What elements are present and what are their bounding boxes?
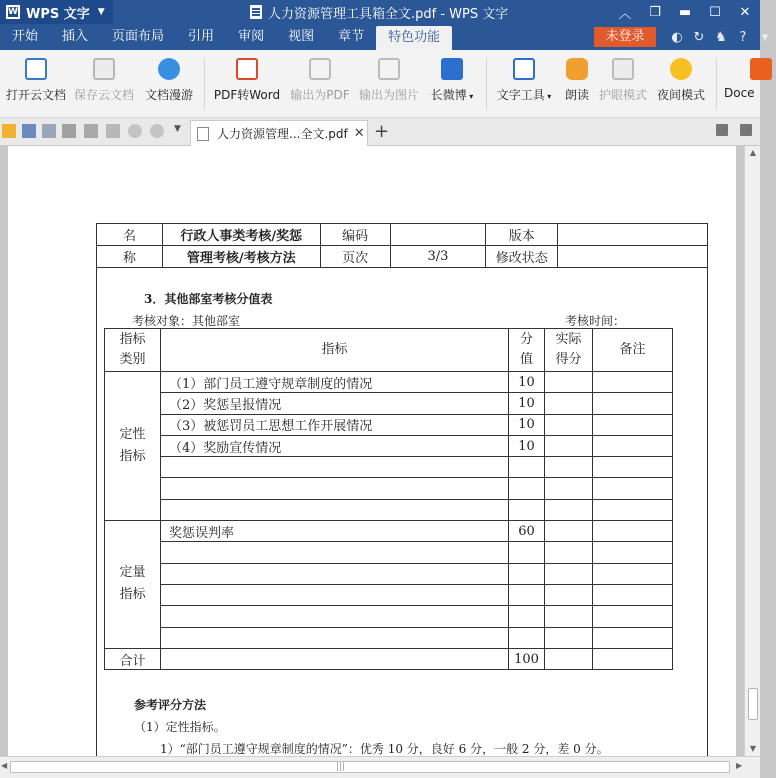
- header-revision-value: [558, 246, 708, 268]
- read-aloud-button[interactable]: [562, 56, 592, 114]
- column-header-indicator: 指标: [161, 329, 509, 372]
- section-title: 3．其他部室考核分值表: [144, 292, 273, 306]
- indicator-cell: [161, 499, 509, 520]
- chevron-down-icon[interactable]: ▾: [761, 29, 769, 45]
- table-row: [105, 521, 673, 542]
- collapse-ribbon-icon[interactable]: ︿: [618, 6, 632, 22]
- reference-title: 参考评分方法: [134, 698, 207, 712]
- category-qualitative: 定性 指标: [105, 372, 161, 521]
- assessment-target: 考核对象：其他部室: [132, 314, 241, 328]
- score-cell: [509, 542, 545, 563]
- table-row: [105, 393, 673, 414]
- pdf-to-word-button[interactable]: [212, 56, 282, 114]
- remark-cell: [593, 435, 673, 456]
- indicator-cell: [161, 627, 509, 648]
- table-row: [105, 584, 673, 605]
- table-row-total: [105, 648, 673, 669]
- table-row: [105, 435, 673, 456]
- night-mode-button[interactable]: [654, 56, 708, 114]
- table-row: [105, 627, 673, 648]
- score-cell: [509, 584, 545, 605]
- help-icon[interactable]: ?: [739, 29, 747, 45]
- close-button[interactable]: ✕: [739, 4, 751, 20]
- indicator-cell: [161, 457, 509, 478]
- actual-score-cell: [545, 627, 593, 648]
- eye-protection-icon: [612, 58, 634, 80]
- tab-view[interactable]: 视图: [288, 29, 315, 44]
- night-mode-label: 夜间模式: [656, 88, 705, 102]
- export-icon[interactable]: [42, 124, 56, 138]
- login-button[interactable]: 未登录: [594, 27, 656, 47]
- total-score: 100: [509, 648, 545, 669]
- tabbar-right-controls: [716, 124, 752, 136]
- header-version-label: 版本: [486, 224, 558, 246]
- indicator-cell: （3）被惩罚员工思想工作开展情况: [161, 414, 509, 435]
- read-aloud-label: 朗读: [564, 88, 589, 102]
- ribbon-separator: [716, 58, 717, 110]
- docer-label: Doce: [724, 86, 755, 100]
- cloud-roam-icon: [158, 58, 180, 80]
- remark-cell: [593, 521, 673, 542]
- indicator-cell: （1）部门员工遵守规章制度的情况: [161, 372, 509, 393]
- indicator-cell: [161, 478, 509, 499]
- table-row: [105, 563, 673, 584]
- ribbon-toolbar: [0, 50, 760, 118]
- actual-score-cell: [545, 648, 593, 669]
- scroll-grip-icon: |||: [336, 762, 346, 772]
- remark-cell: [593, 606, 673, 627]
- remark-cell: [593, 563, 673, 584]
- tab-special-features[interactable]: 特色功能: [376, 26, 452, 50]
- weibo-icon: [441, 58, 463, 80]
- scroll-left-icon[interactable]: ◀: [1, 761, 8, 770]
- header-page-label: 页次: [320, 246, 390, 268]
- header-title-line2: 管理考核/考核方法: [162, 246, 320, 268]
- column-header-category: 指标 类别: [105, 329, 161, 372]
- shirt-icon[interactable]: ♞: [715, 29, 727, 45]
- eye-mode-button[interactable]: [596, 56, 650, 114]
- chevron-down-icon: ▼: [97, 7, 105, 17]
- tab-references[interactable]: 引用: [188, 29, 215, 44]
- app-name: WPS 文字: [26, 6, 90, 22]
- indicator-cell: （2）奖惩呈报情况: [161, 393, 509, 414]
- reference-item-rule: 1）“部门员工遵守规章制度的情况”：优秀 10 分，良好 6 分，一般 2 分，差 0 分。: [160, 742, 609, 756]
- document-tab-bar: [0, 118, 760, 146]
- long-weibo-label: 长微博: [430, 88, 467, 102]
- indicator-cell: 奖惩误判率: [161, 521, 509, 542]
- tab-page-layout[interactable]: 页面布局: [112, 29, 165, 44]
- remark-cell: [593, 542, 673, 563]
- undo-icon[interactable]: [128, 124, 142, 138]
- actual-score-cell: [545, 414, 593, 435]
- tab-list-icon[interactable]: [716, 124, 728, 136]
- total-indicator-cell: [161, 648, 509, 669]
- indicator-cell: [161, 606, 509, 627]
- document-page: [8, 146, 736, 766]
- table-row: [105, 606, 673, 627]
- indicator-cell: （4）奖励宣传情况: [161, 435, 509, 456]
- eye-mode-label: 护眼模式: [598, 88, 647, 102]
- score-table: [104, 328, 673, 670]
- pdf-file-icon: [197, 127, 209, 141]
- ribbon-separator: [486, 58, 487, 110]
- horizontal-scroll-thumb[interactable]: [10, 761, 730, 773]
- restore-window-icon[interactable]: ❐: [649, 4, 661, 20]
- header-revision-label: 修改状态: [486, 246, 558, 268]
- cloud-save-icon: [93, 58, 115, 80]
- tab-insert[interactable]: 插入: [62, 29, 89, 44]
- score-cell: 10: [509, 372, 545, 393]
- actual-score-cell: [545, 584, 593, 605]
- close-all-tabs-icon[interactable]: [740, 124, 752, 136]
- score-cell: 10: [509, 414, 545, 435]
- actual-score-cell: [545, 499, 593, 520]
- table-row: [105, 414, 673, 435]
- table-row: [105, 372, 673, 393]
- new-tab-icon[interactable]: +: [374, 121, 390, 142]
- menu-bar: [0, 24, 769, 50]
- open-cloud-doc-button[interactable]: [4, 56, 68, 114]
- ribbon-separator: [204, 58, 205, 110]
- remark-cell: [593, 499, 673, 520]
- scroll-down-icon[interactable]: ▼: [749, 744, 757, 753]
- remark-cell: [593, 584, 673, 605]
- save-icon[interactable]: [22, 124, 36, 138]
- vertical-scroll-thumb[interactable]: [748, 688, 758, 720]
- actual-score-cell: [545, 457, 593, 478]
- pdf-convert-icon: [236, 58, 258, 80]
- quick-access-dropdown-icon[interactable]: ▼: [174, 124, 181, 134]
- column-header-score: 分 值: [509, 329, 545, 372]
- score-cell: 10: [509, 393, 545, 414]
- header-name-label-top: 名: [97, 224, 163, 246]
- text-tools-icon: [513, 58, 535, 80]
- score-cell: [509, 627, 545, 648]
- document-workspace[interactable]: [0, 146, 744, 756]
- docer-button[interactable]: [724, 56, 760, 114]
- header-code-label: 编码: [320, 224, 390, 246]
- actual-score-cell: [545, 521, 593, 542]
- maximize-button[interactable]: ☐: [709, 4, 721, 20]
- score-cell: 10: [509, 435, 545, 456]
- save-cloud-doc-label: 保存云文档: [73, 88, 134, 102]
- print-icon[interactable]: [62, 124, 76, 138]
- save-cloud-doc-button[interactable]: [72, 56, 136, 114]
- text-tools-label: 文字工具: [496, 88, 545, 102]
- export-pdf-icon: [309, 58, 331, 80]
- category-quantitative: 定量 指标: [105, 521, 161, 649]
- remark-cell: [593, 478, 673, 499]
- column-header-remark: 备注: [593, 329, 673, 372]
- remark-cell: [593, 393, 673, 414]
- remark-cell: [593, 648, 673, 669]
- tab-home[interactable]: 开始: [12, 29, 39, 44]
- skin-icon[interactable]: ◐: [671, 29, 683, 45]
- docer-icon: [750, 58, 772, 80]
- remark-cell: [593, 627, 673, 648]
- actual-score-cell: [545, 435, 593, 456]
- scroll-right-icon[interactable]: ▶: [736, 761, 743, 770]
- page-setup-icon[interactable]: [106, 124, 120, 138]
- window-controls: [610, 0, 760, 24]
- redo-icon[interactable]: [150, 124, 164, 138]
- score-cell: [509, 499, 545, 520]
- document-tab[interactable]: [190, 120, 368, 146]
- table-row: [105, 478, 673, 499]
- sync-icon[interactable]: ↻: [693, 29, 705, 45]
- header-page-value: 3/3: [390, 246, 486, 268]
- actual-score-cell: [545, 563, 593, 584]
- actual-score-cell: [545, 606, 593, 627]
- open-cloud-doc-label: 打开云文档: [5, 88, 66, 102]
- header-code-value: [390, 224, 486, 246]
- export-pdf-label: 输出为PDF: [290, 88, 350, 102]
- pdf-to-word-label: PDF转Word: [213, 88, 281, 102]
- doc-roam-label: 文档漫游: [144, 88, 193, 102]
- actual-score-cell: [545, 372, 593, 393]
- document-header-table: [96, 223, 708, 268]
- cloud-folder-icon: [25, 58, 47, 80]
- app-menu-button[interactable]: [0, 0, 113, 24]
- header-name-label-bottom: 称: [97, 246, 163, 268]
- table-row: [105, 542, 673, 563]
- score-cell: [509, 606, 545, 627]
- actual-score-cell: [545, 542, 593, 563]
- document-icon: [250, 5, 262, 19]
- menu-right-icons: [666, 24, 776, 50]
- score-cell: 60: [509, 521, 545, 542]
- wps-logo-icon: W: [6, 5, 20, 19]
- remark-cell: [593, 457, 673, 478]
- indicator-cell: [161, 563, 509, 584]
- assessment-time: 考核时间：: [565, 314, 626, 328]
- export-pdf-button[interactable]: [288, 56, 352, 114]
- scroll-up-icon[interactable]: ▲: [749, 148, 757, 157]
- header-title-line1: 行政人事类考核/奖惩: [162, 224, 320, 246]
- reference-item-qualitative: （1）定性指标。: [134, 720, 226, 734]
- print-preview-icon[interactable]: [84, 124, 98, 138]
- remark-cell: [593, 414, 673, 435]
- table-row: [105, 457, 673, 478]
- header-version-value: [558, 224, 708, 246]
- doc-roam-button[interactable]: [142, 56, 196, 114]
- vertical-scrollbar[interactable]: [744, 146, 760, 756]
- indicator-cell: [161, 584, 509, 605]
- actual-score-cell: [545, 393, 593, 414]
- tab-section[interactable]: 章节: [338, 29, 365, 44]
- score-cell: [509, 563, 545, 584]
- table-row: [105, 499, 673, 520]
- minimize-button[interactable]: ▬: [678, 4, 692, 20]
- text-tools-button[interactable]: 文字工具 ▾: [494, 56, 554, 114]
- open-folder-icon[interactable]: [2, 124, 16, 138]
- export-image-icon: [378, 58, 400, 80]
- score-cell: [509, 457, 545, 478]
- close-tab-icon[interactable]: ✕: [353, 126, 365, 141]
- total-label: 合计: [105, 648, 161, 669]
- document-tab-label: 人力资源管理...全文.pdf: [217, 127, 348, 141]
- microphone-icon: [566, 58, 588, 80]
- export-image-button[interactable]: [356, 56, 422, 114]
- tab-review[interactable]: 审阅: [238, 29, 265, 44]
- score-cell: [509, 478, 545, 499]
- export-image-label: 输出为图片: [358, 88, 419, 102]
- long-weibo-button[interactable]: 长微博 ▾: [426, 56, 478, 114]
- actual-score-cell: [545, 478, 593, 499]
- moon-icon: [670, 58, 692, 80]
- remark-cell: [593, 372, 673, 393]
- column-header-actual: 实际 得分: [545, 329, 593, 372]
- window-title: 人力资源管理工具箱全文.pdf - WPS 文字: [268, 6, 509, 22]
- horizontal-scrollbar[interactable]: [0, 756, 760, 778]
- window-title-area: [250, 0, 508, 24]
- indicator-cell: [161, 542, 509, 563]
- title-bar: [0, 0, 760, 24]
